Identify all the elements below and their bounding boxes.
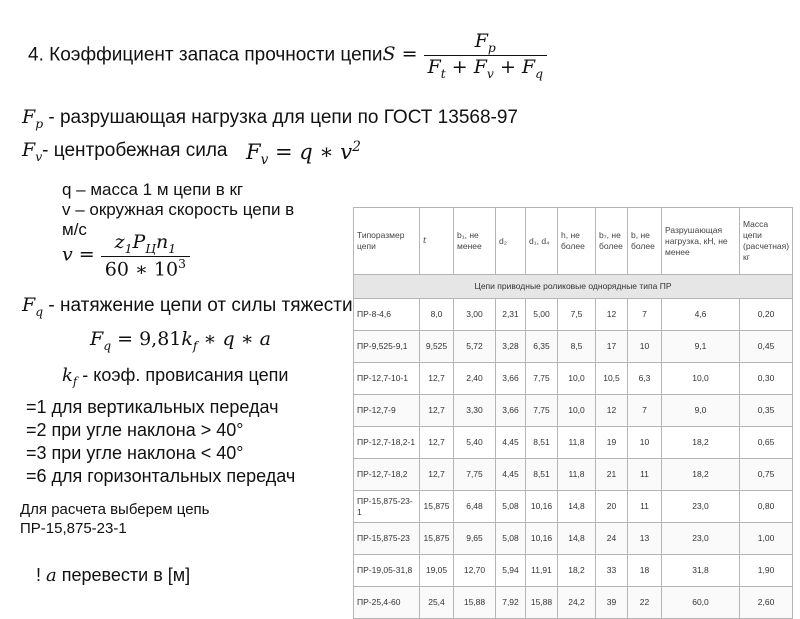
chain-designation-cell: ПР-9,525-9,1	[354, 331, 420, 363]
table-cell: 22	[628, 587, 662, 619]
table-cell: 12,7	[420, 427, 454, 459]
table-cell: 2,31	[496, 299, 526, 331]
table-cell: 5,72	[454, 331, 496, 363]
table-cell: 0,35	[740, 395, 793, 427]
table-cell: 8,0	[420, 299, 454, 331]
table-cell: 1,90	[740, 555, 793, 587]
header-b7: b₇, не более	[596, 208, 628, 275]
table-cell: 3,00	[454, 299, 496, 331]
table-cell: 5,08	[496, 491, 526, 523]
table-cell: 3,28	[496, 331, 526, 363]
table-cell: 31,8	[662, 555, 740, 587]
table-cell: 9,0	[662, 395, 740, 427]
table-cell: 10	[628, 427, 662, 459]
v-definition: v – окружная скорость цепи в	[62, 200, 295, 219]
heading-label: 4. Коэффициент запаса прочности цепи	[28, 44, 383, 66]
table-cell: 24,2	[558, 587, 596, 619]
fv-definition: $F_v-$ центробежная сила	[22, 139, 228, 164]
v-definition-unit: м/с	[62, 220, 87, 239]
table-cell: 25,4	[420, 587, 454, 619]
table-cell: 10,0	[558, 395, 596, 427]
table-cell: 11,91	[526, 555, 558, 587]
table-cell: 10,0	[558, 363, 596, 395]
table-cell: 10,16	[526, 523, 558, 555]
chain-designation-cell: ПР-12,7-9	[354, 395, 420, 427]
table-cell: 0,45	[740, 331, 793, 363]
kf-definition: $k_f$ - коэф. провисания цепи	[62, 365, 289, 389]
table-cell: 10,16	[526, 491, 558, 523]
fq-formula: $F_q = 9,81k_f$ ∗ q ∗ a	[90, 328, 271, 353]
table-cell: 4,6	[662, 299, 740, 331]
velocity-fraction: $\frac{z_1P_Цn_1}{60 ∗ 10^3}$	[101, 231, 190, 280]
table-cell: 7,75	[454, 459, 496, 491]
safety-factor-fraction: $\frac{F_p}{F_t + F_v + F_q}$	[424, 30, 547, 81]
chain-designation-cell: ПР-25,4-60	[354, 587, 420, 619]
section-heading	[28, 30, 547, 81]
table-cell: 19,05	[420, 555, 454, 587]
table-cell: 7,5	[558, 299, 596, 331]
condition-item: =6 для горизонтальных передач	[26, 466, 296, 486]
table-cell: 6,35	[526, 331, 558, 363]
table-cell: 4,45	[496, 459, 526, 491]
table-cell: 0,65	[740, 427, 793, 459]
table-row	[354, 459, 793, 491]
condition-item: =2 при угле наклона > 40°	[26, 420, 244, 440]
table-cell: 19	[596, 427, 628, 459]
table-cell: 17	[596, 331, 628, 363]
table-cell: 23,0	[662, 523, 740, 555]
fq-definition: $F_q$ - натяжение цепи от силы тяжести	[22, 294, 353, 319]
table-cell: 14,8	[558, 523, 596, 555]
table-cell: 9,1	[662, 331, 740, 363]
header-t: t	[420, 208, 454, 275]
table-cell: 9,525	[420, 331, 454, 363]
table-row	[354, 331, 793, 363]
fp-definition: $F_p$ - разрушающая нагрузка для цепи по ГОСТ 13568-97	[22, 106, 518, 131]
chain-designation-cell: ПР-19,05-31,8	[354, 555, 420, 587]
fv-formula: $F_v = q$ ∗ $v^2$	[246, 139, 361, 169]
table-header-row	[354, 208, 793, 275]
table-cell: 0,80	[740, 491, 793, 523]
kf-conditions	[26, 396, 295, 488]
table-cell: 21	[596, 459, 628, 491]
table-cell: 10	[628, 331, 662, 363]
table-row	[354, 491, 793, 523]
table-cell: 7,75	[526, 395, 558, 427]
table-row	[354, 395, 793, 427]
table-cell: 1,00	[740, 523, 793, 555]
table-cell: 9,65	[454, 523, 496, 555]
table-band-row	[354, 275, 793, 299]
table-cell: 8,5	[558, 331, 596, 363]
header-mass: Масса цепи (расчетная) кг	[740, 208, 793, 275]
table-cell: 23,0	[662, 491, 740, 523]
unit-note: ! a перевести в [м]	[36, 565, 191, 586]
table-cell: 7	[628, 299, 662, 331]
table-row	[354, 363, 793, 395]
table-cell: 6,48	[454, 491, 496, 523]
table-cell: 0,30	[740, 363, 793, 395]
table-cell: 8,51	[526, 427, 558, 459]
table-row	[354, 523, 793, 555]
table-cell: 15,88	[454, 587, 496, 619]
chain-designation-cell: ПР-15,875-23	[354, 523, 420, 555]
chain-designation-cell: ПР-12,7-18,2-1	[354, 427, 420, 459]
table-cell: 0,75	[740, 459, 793, 491]
velocity-formula: v = $\frac{z_1P_Цn_1}{60 ∗ 10^3}$	[62, 231, 190, 280]
table-cell: 11	[628, 491, 662, 523]
table-cell: 11	[628, 459, 662, 491]
header-load: Разрушающая нагрузка, кН, не менее	[662, 208, 740, 275]
table-band-label: Цепи приводные роликовые однорядные типа ПР	[354, 275, 793, 299]
table-cell: 8,51	[526, 459, 558, 491]
table-cell: 4,45	[496, 427, 526, 459]
table-cell: 7	[628, 395, 662, 427]
table-cell: 18,2	[558, 555, 596, 587]
table-cell: 10,0	[662, 363, 740, 395]
condition-item: =3 при угле наклона < 40°	[26, 443, 244, 463]
table-cell: 3,30	[454, 395, 496, 427]
table-cell: 5,00	[526, 299, 558, 331]
table-cell: 10,5	[596, 363, 628, 395]
chain-designation-cell: ПР-12,7-10-1	[354, 363, 420, 395]
chain-choice: Для расчета выберем цепь ПР-15,875-23-1	[20, 501, 210, 537]
table-cell: 3,66	[496, 395, 526, 427]
table-cell: 2,40	[454, 363, 496, 395]
table-cell: 12,7	[420, 459, 454, 491]
table-cell: 39	[596, 587, 628, 619]
table-cell: 2,60	[740, 587, 793, 619]
header-d2: d₂	[496, 208, 526, 275]
table-cell: 3,66	[496, 363, 526, 395]
header-d1-d4: d₁, d₄	[526, 208, 558, 275]
table-row	[354, 299, 793, 331]
table-cell: 15,88	[526, 587, 558, 619]
chain-designation-cell: ПР-12,7-18,2	[354, 459, 420, 491]
table-cell: 5,40	[454, 427, 496, 459]
condition-item: =1 для вертикальных передач	[26, 397, 279, 417]
header-size: Типоразмер цепи	[354, 208, 420, 275]
table-cell: 12	[596, 299, 628, 331]
header-b: b, не более	[628, 208, 662, 275]
table-cell: 24	[596, 523, 628, 555]
table-cell: 13	[628, 523, 662, 555]
table-cell: 33	[596, 555, 628, 587]
header-b1: b₁, не менее	[454, 208, 496, 275]
chain-designation-cell: ПР-15,875-23-1	[354, 491, 420, 523]
table-cell: 12,70	[454, 555, 496, 587]
table-cell: 15,875	[420, 523, 454, 555]
table-cell: 5,94	[496, 555, 526, 587]
table-cell: 18	[628, 555, 662, 587]
header-h: h, не более	[558, 208, 596, 275]
table-cell: 18,2	[662, 427, 740, 459]
table-row	[354, 587, 793, 619]
table-cell: 6,3	[628, 363, 662, 395]
table-cell: 7,92	[496, 587, 526, 619]
table-cell: 12,7	[420, 363, 454, 395]
table-cell: 15,875	[420, 491, 454, 523]
table-cell: 5,08	[496, 523, 526, 555]
table-cell: 12	[596, 395, 628, 427]
table-cell: 18,2	[662, 459, 740, 491]
table-cell: 0,20	[740, 299, 793, 331]
table-cell: 20	[596, 491, 628, 523]
table-cell: 11,8	[558, 427, 596, 459]
table-cell: 60,0	[662, 587, 740, 619]
safety-factor-formula: S = $\frac{F_p}{F_t + F_v + F_q}$	[383, 43, 547, 65]
q-definition: q – масса 1 м цепи в кг	[62, 180, 244, 199]
chain-designation-cell: ПР-8-4,6	[354, 299, 420, 331]
table-row	[354, 427, 793, 459]
chain-table	[353, 207, 793, 619]
table-cell: 12,7	[420, 395, 454, 427]
table-cell: 11,8	[558, 459, 596, 491]
table-cell: 14,8	[558, 491, 596, 523]
table-row	[354, 555, 793, 587]
table-cell: 7,75	[526, 363, 558, 395]
